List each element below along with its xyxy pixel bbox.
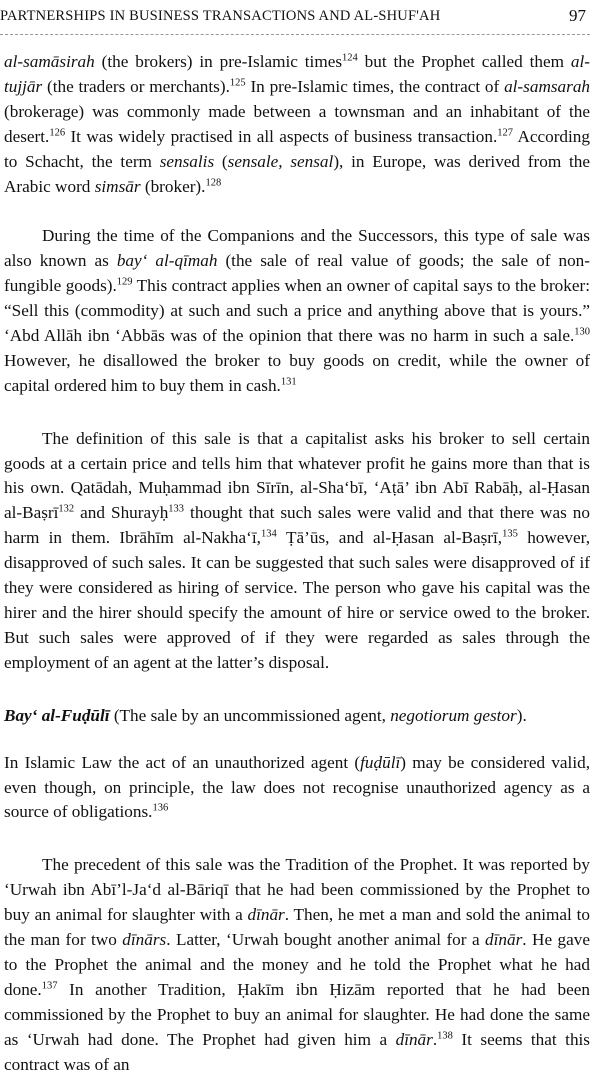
section-heading: Bay‘ al-Fuḍūlī (The sale by an uncommissioned agent, negotiorum gestor). (4, 705, 527, 725)
body-text (4, 50, 590, 1078)
paragraph-5: In Islamic Law the act of an unauthorized agent (fuḍūlī) may be considered valid, even though, on principle, the law does not recognise unauthorized agency as a source of obligations.$^{136}$ (4, 752, 590, 822)
running-head: PARTNERSHIPS IN BUSINESS TRANSACTIONS AND AL-SHUF'AH (0, 8, 441, 24)
paragraph-2: During the time of the Companions and the Successors, this type of sale was also known as bay‘ al-qīmah (the sale of real value of goods; the sale of non-fungible goods).$^{129}$ This contract applies when an owner of capital says to the broker: “Sell this (commodity) at such and such a price and anything above that is yours.” ‘Abd Allāh ibn ‘Abbās was of the opinion that there was no harm in such a sale.$^{130}$ However, he disallowed the broker to buy goods on credit, while the owner of capital ordered him to buy them in cash.$^{131}$ (4, 226, 591, 395)
paragraph-1: al-samāsirah (the brokers) in pre-Islamic times$^{124}$ but the Prophet called them al-tujjār (the traders or merchants).$^{125}$ In pre-Islamic times, the contract of al-samsarah (brokerage) was commonly made between a townsman and an inhabitant of the desert.$^{126}$ It was widely practised in all aspects of business transaction.$^{127}$ According to Schacht, the term sensalis (sensale, sensal), in Europe, was derived from the Arabic word simsār (broker).$^{128}$ (4, 52, 591, 196)
page-header (0, 6, 600, 30)
paragraph-3: The definition of this sale is that a capitalist asks his broker to sell certain goods at a certain price and tells him that whatever profit he gains more than that is his own. Qatādah, Muḥammad ibn Sīrīn, al-Sha‘bī, ‘Aṭā’ ibn Abī Rabāḥ, al-Ḥasan al-Baṣrī$^{132}$ and Shurayḥ$^{133}$ thought that such sales were valid and that there was no harm in them. Ibrāhīm al-Nakha‘ī,$^{134}$ Ṭā’ūs, and al-Ḥasan al-Baṣrī,$^{135}$ however, disapproved of such sales. It can be suggested that such sales were disapproved of if they were considered as hiring of service. The person who gave his capital was the hirer and the hirer should specify the amount of hire or service owed to the broker. But such sales were approved of if they were regarded as sales through the employment of an agent at the latter’s disposal. (4, 428, 590, 672)
header-rule (0, 34, 590, 35)
page-number: 97 (569, 6, 586, 25)
paragraph-6: The precedent of this sale was the Tradition of the Prophet. It was reported by ‘Urwah ibn Abī’l-Ja‘d al-Bāriqī that he had been commissioned by the Prophet to buy an animal for slaughter with a dīnār. Then, he met a man and sold the animal to the man for two dīnārs. Latter, ‘Urwah bought another animal for a dīnār. He gave to the Prophet the animal and the money and he told the Prophet what he had done.$^{137}$ In another Tradition, Ḥakīm ibn Ḥizām reported that he had been commissioned by the Prophet to buy an animal for slaughter. He had done the same as ‘Urwah had done. The Prophet had given him a dīnār.$^{138}$ It seems that this contract was of an (4, 855, 590, 1074)
